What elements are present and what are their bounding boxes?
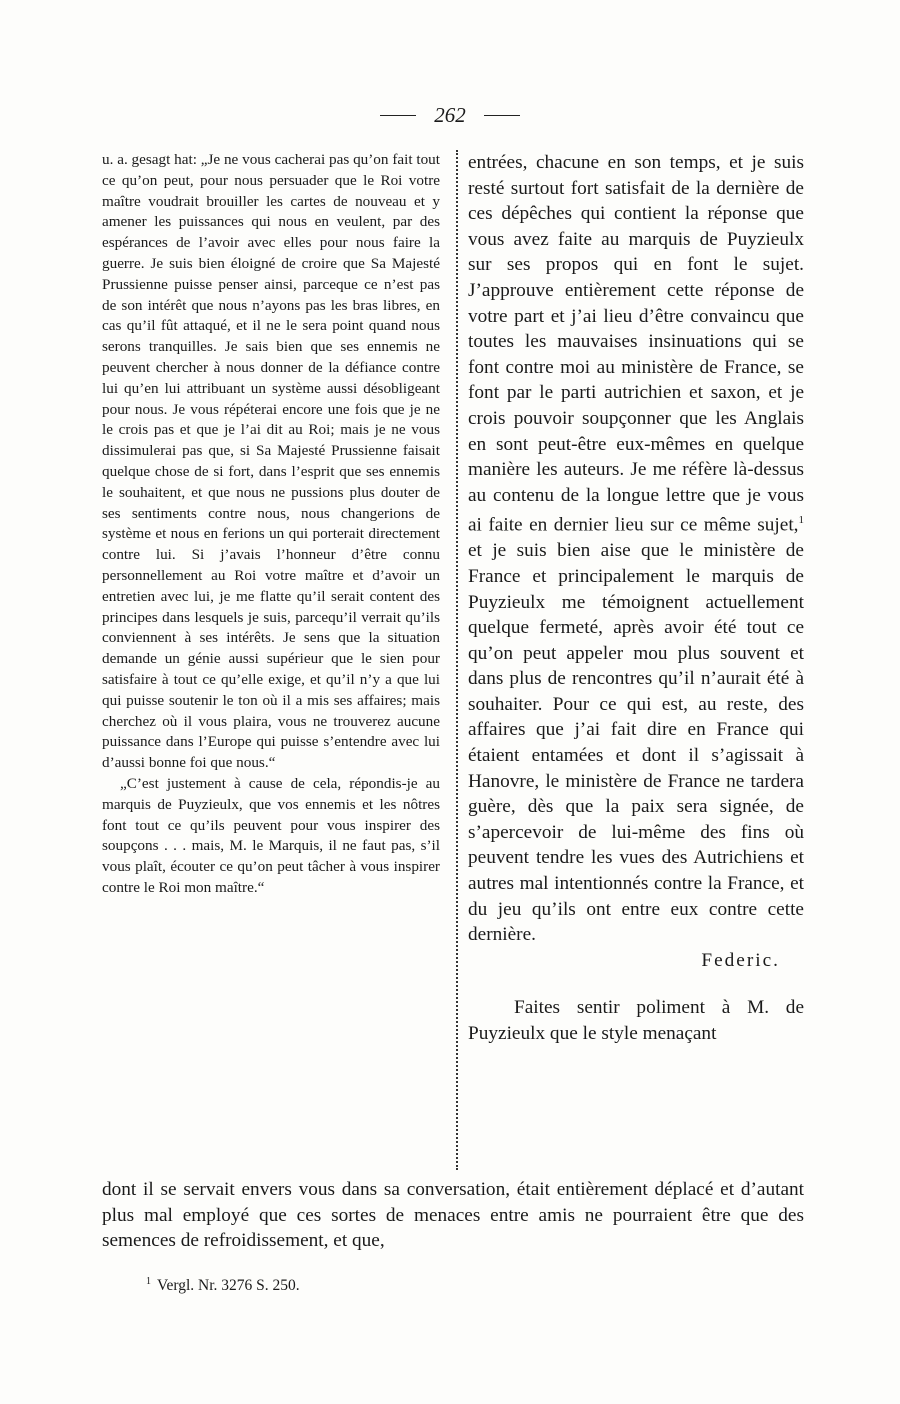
full-width-text bbox=[102, 1177, 804, 1254]
right-column bbox=[468, 150, 804, 1047]
left-column bbox=[102, 150, 440, 899]
column-divider bbox=[456, 150, 458, 1170]
header-rule-left bbox=[380, 115, 416, 116]
footnote-mark: 1 bbox=[146, 1276, 151, 1287]
footnote-text: Vergl. Nr. 3276 S. 250. bbox=[157, 1277, 300, 1295]
header-rule-right bbox=[484, 115, 520, 116]
postscript-continuation: dont il se servait envers vous dans sa conversation, était entièrement déplacé et d’autant plus mal employé que ces sortes de menaces entre amis ne pourraient être que des semences de refroidissement, et que, bbox=[102, 1179, 804, 1252]
right-letter-text-cont: et je suis bien aise que le ministère de France et principalement le marquis de Puyzieulx me témoignent actuellement quelque fermeté, après avoir été tout ce qu’on peut appeler mou plus souvent et dans plus de rencontres qu’il n’aurait été à souhaiter. Pour ce qui est, au reste, des affaires que j’ai fait dire en France qui étaient entamées et dont il s’agissait à Hanovre, le ministère de France ne tardera guère, dès que la paix sera signée, de s’apercevoir de lui-même des fins où peuvent tendre les vues des Autrichiens et autres mal intentionnés contre la France, et du jeu qu’ils ont entre eux contre cette dernière. bbox=[468, 540, 804, 946]
footnote-reference: 1 bbox=[798, 514, 804, 527]
footnote bbox=[146, 1276, 300, 1295]
page-number: 262 bbox=[434, 103, 466, 127]
left-paragraph-2: „C’est justement à cause de cela, répondis-je au marquis de Puyzieulx, que vos ennemis et les nôtres font tout ce qu’ils peuvent pour vous inspirer des soupçons . . . mais, M. le Marquis, il ne faut pas, s’il vous plaît, écouter ce qu’on peut tâcher à vous inspirer contre le Roi mon maître.“ bbox=[102, 774, 440, 896]
page-header bbox=[0, 103, 900, 128]
right-letter-text: entrées, chacune en son temps, et je suis resté surtout fort satisfait de la dernière de ces dépêches qui contient la réponse que vous avez faite au marquis de Puyzieulx sur ses propos qui en font le sujet. J’approuve entièrement cette réponse de votre part et j’ai lieu d’être convaincu que toutes les mauvaises insinuations qui se font contre moi au ministère de France, se font par le parti autrichien et saxon, et je crois pouvoir soupçonner que les Anglais en sont peut-être eux-mêmes en quelque manière les auteurs. Je me réfère là-dessus au contenu de la longue lettre que je vous ai faite en dernier lieu sur ce même sujet, bbox=[468, 152, 804, 536]
signature: Federic. bbox=[701, 949, 780, 971]
right-letter-body bbox=[468, 150, 804, 948]
left-paragraph-1: u. a. gesagt hat: „Je ne vous cacherai pas qu’on fait tout ce qu’on peut, pour nous persuader que le Roi votre maître voudrait brouiller les cartes de nouveau et y amener les puissances qui nous en veulent, par des espérances de l’avoir avec elles pour nous faire la guerre. Je suis bien éloigné de croire que Sa Majesté Prussienne puisse penser ainsi, parceque ce n’est pas de son intérêt que nous n’ayons pas les bras libres, en cas qu’il fût attaqué, et il ne le sera point quand nous serons tranquilles. Je sais bien que ses ennemis ne peuvent chercher à nous donner de la défiance contre lui qu’en lui attribuant un système aussi désobligeant pour nous. Je vous répéterai encore une fois que je ne le crois pas et que je l’ai dit au Roi; mais je ne vous dissimulerai pas que, si Sa Majesté Prussienne faisait quelque chose de si fort, dans l’esprit que ses ennemis le souhaitent, et que nous ne pussions plus douter de ses sentiments contre nous, nous changerions de système et nous en ferions un qui porterait directement contre lui. Si j’avais l’honneur d’être connu personnellement au Roi votre maître et d’avoir un entretien avec lui, je me flatte qu’il serait content des principes dans lesquels je suis, parcequ’il verrait qu’ils conviennent à ses intérêts. Je sens que la situation demande un génie aussi supérieur que le sien pour satisfaire à tout ce qu’elle exige, et qu’il n’y a que lui qui puisse soutenir le ton où il a mis ses affaires; mais cherchez où il vous plaira, vous ne trouverez aucune puissance dans l’Europe qui puisse s’entendre avec lui d’aussi bonne foi que nous.“ bbox=[102, 151, 440, 772]
postscript-start: Faites sentir poliment à M. de Puyzieulx que le style menaçant bbox=[468, 997, 804, 1045]
